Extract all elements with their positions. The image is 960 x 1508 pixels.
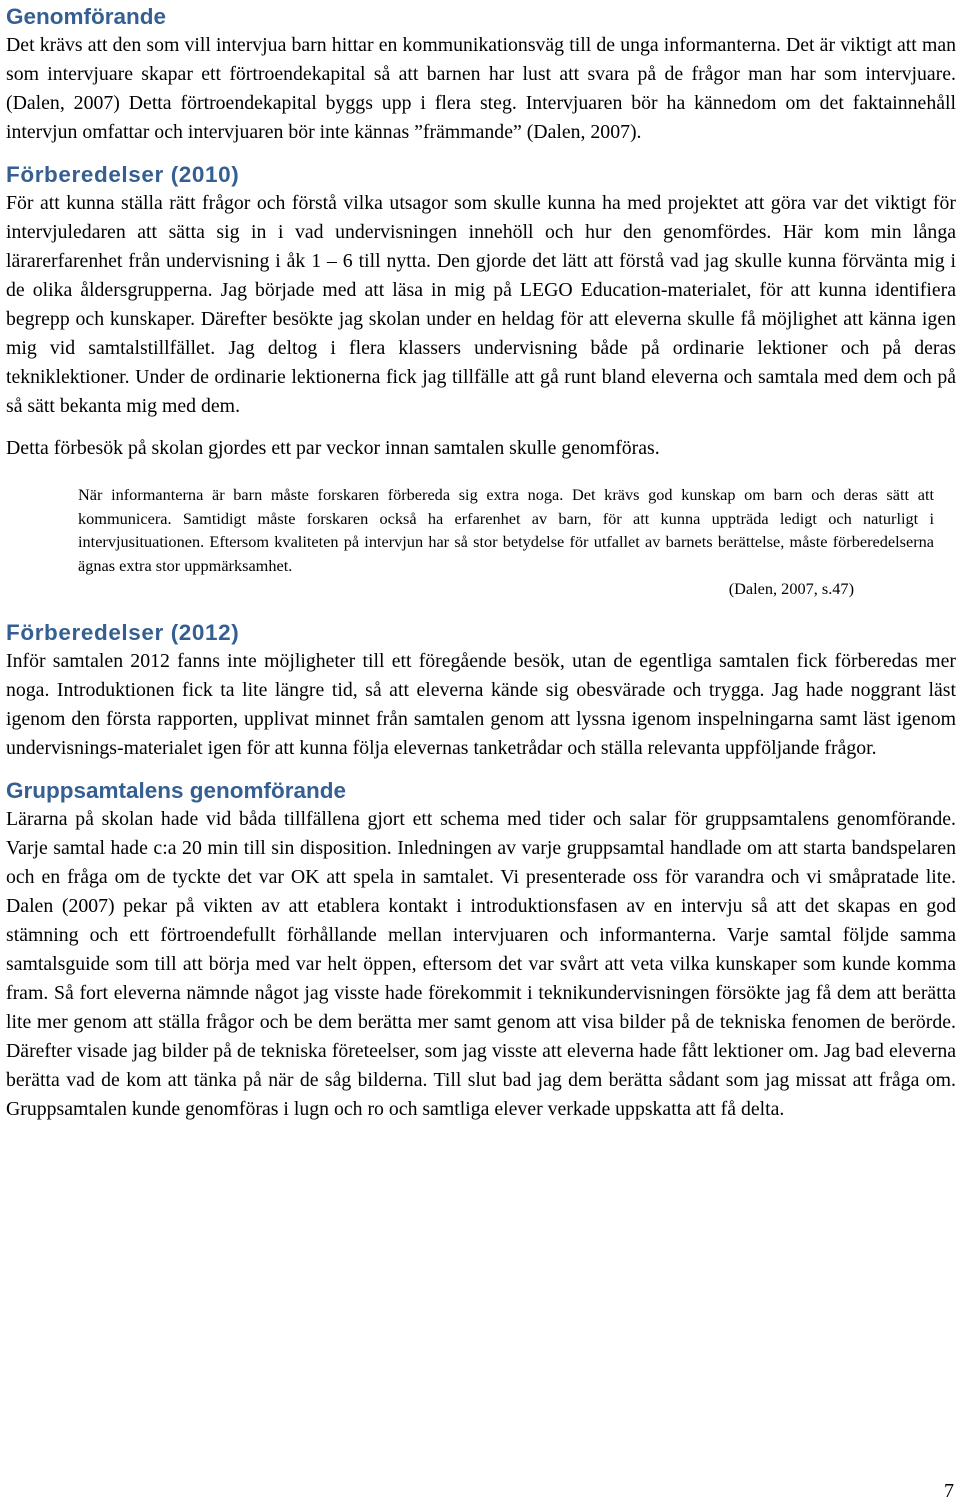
- section-heading-genomforande: Genomförande: [6, 4, 167, 29]
- paragraph-forberedelser-2012: Inför samtalen 2012 fanns inte möjligheter till ett föregående besök, utan de egentliga samtalen fick förberedas mer noga. Introduktionen fick ta lite längre tid, så att eleverna kände sig obesvärade och trygga. Jag hade noggrant läst igenom den första rapporten, upplivat minnet från samtalen genom att lyssna igenom inspelningarna samt läst igenom undervisnings-materialet igen för att kunna följa elevernas tanketrådar och ställa relevanta uppföljande frågor.: [6, 649, 956, 759]
- page-number: 7: [944, 1480, 954, 1502]
- section-heading-gruppsamtal: Gruppsamtalens genomförande: [6, 777, 347, 803]
- block-quote: När informanterna är barn måste forskaren förbereda sig extra noga. Det krävs god kunskap om barn och deras sätt att kommunicera. Samtidigt måste forskaren också ha erfarenhet av barn, för att kunna uppträda ledigt och naturligt i intervjusituationen. Eftersom kvaliteten på intervjun har så stor betydelse för utfallet av barnets berättelse, måste förberedelserna ägnas extra stor uppmärksamhet.: [78, 485, 934, 575]
- quote-citation: (Dalen, 2007, s.47): [728, 579, 854, 598]
- section-heading-forberedelser-2010: Förberedelser (2010): [6, 162, 240, 187]
- paragraph-forberedelser-2010: För att kunna ställa rätt frågor och förstå vilka utsagor som skulle kunna ha med projektet att göra var det viktigt för intervjuledaren att sätta sig in i vad undervisningen innehöll och hur den genomfördes. Här kom min långa lärarerfarenhet från undervisning i åk 1 – 6 till nytta. Den gjorde det lätt att förstå vad jag skulle kunna förvänta mig i de olika åldersgrupperna. Jag började med att läsa in mig på LEGO Education-materialet, för att kunna identifiera begrepp och kunskaper. Därefter besökte jag skolan under en heldag för att eleverna skulle få möjlighet att känna igen mig vid samtalstillfället. Jag deltog i flera klassers undervisning både på ordinarie lektioner och på deras tekniklektioner. Under de ordinarie lektionerna fick jag tillfälle att gå runt bland eleverna och samtala med dem och på så sätt bekanta mig med dem.: [6, 192, 956, 417]
- paragraph-gruppsamtal: Lärarna på skolan hade vid båda tillfällena gjort ett schema med tider och salar för gruppsamtalens genomförande. Varje samtal hade c:a 20 min till sin disposition. Inledningen av varje gruppsamtal handlade om att starta bandspelaren och en fråga om de tyckte det var OK att spela in samtalet. Vi presenterade oss för varandra och vi småpratade lite. Dalen (2007) pekar på vikten av att etablera kontakt i introduktionsfasen av en intervju så att det skapas en god stämning och ett förtroendefullt förhållande mellan intervjuaren och informanterna. Varje samtal följde samma samtalsguide som till att börja med var helt öppen, eftersom det var svårt att veta vilka kunskaper som kunde komma fram. Så fort eleverna nämnde något jag visste hade förekommit i teknikundervisningen försökte jag få dem att berätta lite mer genom att ställa frågor och be dem berätta mer samt genom att visa bilder på de tekniska fenomen de berörde. Därefter visade jag bilder på de tekniska företeelser, som jag visste att eleverna hade fått lektioner om. Jag bad eleverna berätta vad de kom att tänka på när de såg bilderna. Till slut bad jag dem berätta sådant som jag missat att fråga om. Gruppsamtalen kunde genomföras i lugn och ro och samtliga elever verkade uppskatta att få delta.: [6, 807, 956, 1120]
- document-page: [6, 0, 956, 1124]
- section-heading-forberedelser-2012: Förberedelser (2012): [6, 619, 240, 645]
- paragraph-genomforande: Det krävs att den som vill intervjua barn hittar en kommunikationsväg till de unga informanterna. Det är viktigt att man som intervjuare skapar ett förtroendekapital så att barnen har lust att svara på de frågor man har som intervjuare. (Dalen, 2007) Detta förtroendekapital byggs upp i flera steg. Intervjuaren bör ha kännedom om det faktainnehåll intervjun omfattar och intervjuaren bör inte kännas ”främmande” (Dalen, 2007).: [6, 34, 956, 143]
- paragraph-forbesok: Detta förbesök på skolan gjordes ett par veckor innan samtalen skulle genomföras.: [6, 437, 660, 459]
